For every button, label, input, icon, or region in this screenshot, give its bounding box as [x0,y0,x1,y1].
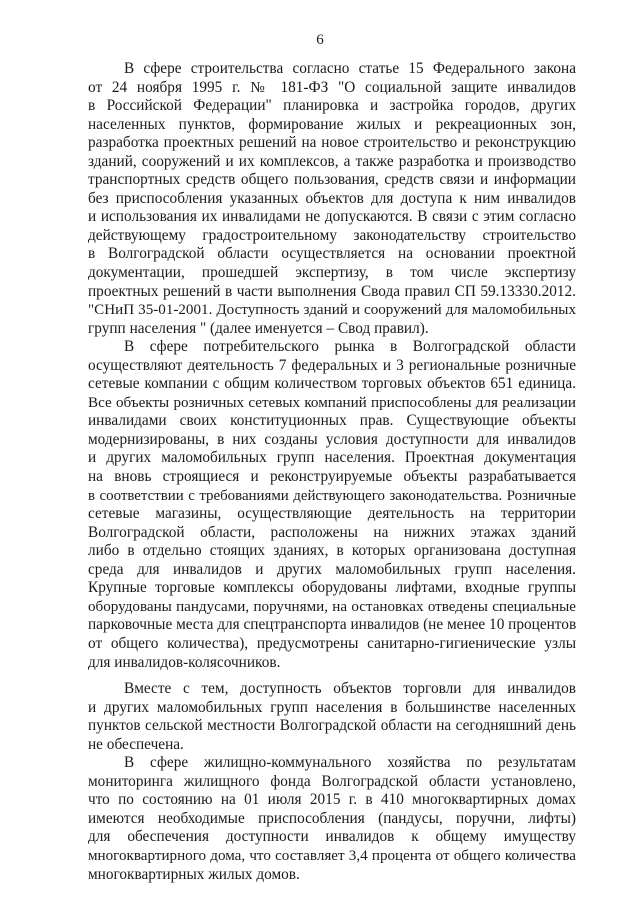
text-line: транспортных средств общего пользования, средств связи и информации [88,171,576,189]
text-line: от общего количества), предусмотрены санитарно-гигиенические узлы [88,634,576,652]
text-line: Вместе с тем, доступность объектов торговли для инвалидов [124,680,576,698]
paragraph-construction [88,60,576,338]
text-line: для обеспечения доступности инвалидов к общему имуществу [88,828,576,846]
text-line: в Российской Федерации" планировка и застройка городов, других [88,97,576,115]
text-line: зданий, сооружений и их комплексов, а также разработка и производство [88,152,576,170]
text-line: сетевые компании с общим количеством торговых объектов 651 единица. [88,375,576,393]
text-line: В сфере потребительского рынка в Волгоградской области [124,338,576,356]
text-line: Крупные торговые комплексы оборудованы лифтами, входные группы [88,579,576,597]
text-line: Все объекты розничных сетевых компаний приспособлены для реализации [88,394,576,411]
paragraph-housing [88,754,576,884]
text-line: разработка проектных решений на новое строительство и реконструкцию [88,134,576,152]
text-line: сетевые магазины, осуществляющие деятельность на территории [88,505,576,523]
text-line: и использования их инвалидами не допускаются. В связи с этим согласно [88,208,576,226]
text-line: Волгоградской области, расположены на нижних этажах зданий [88,523,576,541]
text-line: в соответствии с требованиями действующего законодательства. Розничные [88,487,576,504]
text-line: либо в отдельно стоящих зданиях, в которых организована доступная [88,542,576,560]
text-line: многоквартирного дома, что составляет 3,4 процента от общего количества [88,847,576,864]
text-line: для инвалидов-колясочников. [88,653,281,671]
text-line: В сфере строительства согласно статье 15 Федерального закона [124,60,576,77]
text-line: и других маломобильных групп населения. Проектная документация [88,449,576,467]
text-line: без приспособления указанных объектов для доступа к ним инвалидов [88,189,576,207]
paragraph-gap [88,672,576,680]
text-line: оборудованы пандусами, поручнями, на остановках отведены специальные [88,598,576,615]
text-line: "СНиП 35-01-2001. Доступность зданий и сооружений для маломобильных [88,302,576,319]
text-line: мониторинга жилищного фонда Волгоградской области установлено, [88,772,576,790]
text-line: в Волгоградской области осуществляется на основании проектной [88,245,576,263]
text-line: пунктов сельской местности Волгоградской области на сегодняшний день [88,717,576,735]
text-line: проектных решений в части выполнения Свода правил СП 59.13330.2012. [88,282,576,300]
text-line: документации, прошедшей экспертизу, в том числе экспертизу [88,264,576,282]
paragraph-rural-accessibility [88,680,576,754]
text-line: модернизированы, в них созданы условия доступности для инвалидов [88,430,576,448]
text-line: среда для инвалидов и других маломобильных групп населения. [88,560,576,578]
text-line: В сфере жилищно-коммунального хозяйства по результатам [124,754,576,772]
text-line: осуществляют деятельность 7 федеральных и 3 региональные розничные [88,356,576,374]
text-line: от 24 ноября 1995 г. № 181-ФЗ "О социальной защите инвалидов [88,78,576,96]
text-line: не обеспечена. [88,735,184,753]
paragraph-consumer-market [88,338,576,672]
text-line: многоквартирных жилых домов. [88,865,300,883]
page-number: 6 [316,32,324,48]
text-line: действующему градостроительному законодательству строительство [88,226,576,244]
text-line: что по состоянию на 01 июля 2015 г. в 410 многоквартирных домах [88,791,576,809]
text-line: инвалидами своих конституционных прав. Существующие объекты [88,412,576,430]
text-line: групп населения " (далее именуется – Свод правил). [88,319,429,337]
text-line: парковочные места для спецтранспорта инвалидов (не менее 10 процентов [88,616,576,634]
text-line: и других маломобильных групп населения в большинстве населенных [88,698,576,716]
body-text [88,60,576,884]
text-line: населенных пунктов, формирование жилых и рекреационных зон, [88,115,576,133]
text-line: имеются необходимые приспособления (пандусы, поручни, лифты) [88,809,576,827]
text-line: на вновь строящиеся и реконструируемые объекты разрабатывается [88,468,576,486]
